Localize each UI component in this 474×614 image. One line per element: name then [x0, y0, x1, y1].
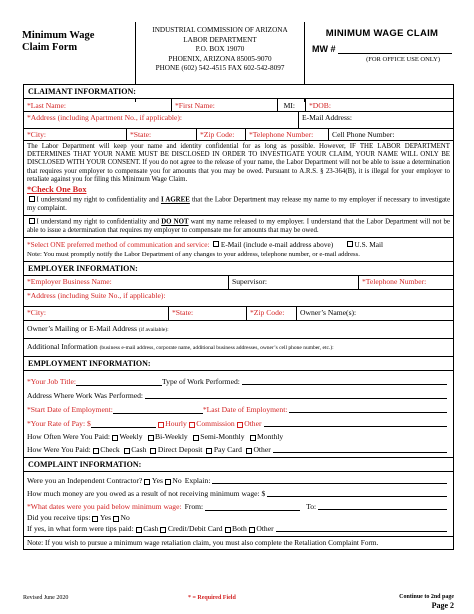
other-pay-option[interactable]: Other: [253, 445, 271, 455]
tips-form-label: If yes, in what form were tips paid:: [27, 524, 134, 534]
contractor-label: Were you an Independent Contractor?: [27, 476, 143, 486]
agency-department: LABOR DEPARTMENT: [183, 35, 257, 44]
mi-field[interactable]: MI:: [283, 100, 295, 110]
tips-no-option[interactable]: No: [120, 513, 130, 523]
pay-frequency-label: How Often Were You Paid:: [27, 432, 110, 442]
cash-option[interactable]: Cash: [131, 445, 147, 455]
employer-section-heading: EMPLOYER INFORMATION:: [24, 262, 453, 275]
owner-address-hint: (if available):: [138, 326, 169, 333]
dob-field[interactable]: *DOB:: [309, 100, 331, 110]
employment-section-heading: EMPLOYMENT INFORMATION:: [24, 357, 453, 370]
employer-telephone-field[interactable]: *Telephone Number:: [362, 277, 427, 287]
other-rate-option[interactable]: Other: [244, 419, 262, 429]
direct-deposit-option[interactable]: Direct Deposit: [157, 445, 203, 455]
tips-card-checkbox[interactable]: [160, 527, 166, 533]
continue-note: Continue to 2nd page: [399, 594, 454, 600]
tips-label: Did you receive tips:: [27, 513, 91, 523]
agree-checkbox[interactable]: [29, 196, 35, 202]
claimant-city-field[interactable]: *City:: [24, 129, 127, 141]
email-field[interactable]: E-Mail Address:: [302, 113, 352, 122]
job-title-line: [24, 374, 453, 388]
check-checkbox[interactable]: [93, 448, 99, 454]
start-date-input[interactable]: [113, 407, 203, 414]
revised-date: Revised June 2020: [23, 595, 69, 601]
mw-number-line: [312, 44, 452, 54]
agency-city: PHOENIX, ARIZONA 85005-9070: [168, 54, 272, 63]
additional-info-field[interactable]: [24, 340, 453, 354]
agency-phone: PHONE (602) 542-4515 FAX 602-542-8097: [155, 64, 285, 73]
contractor-line: [24, 474, 453, 487]
contact-mail-option[interactable]: U.S. Mail: [354, 239, 384, 249]
agree-text-post: that the Labor Department may release my name to my employer if necessary to investigate my complaint.: [27, 196, 451, 212]
complaint-section-heading: COMPLAINT INFORMATION:: [24, 458, 453, 471]
amount-owed-line: [24, 487, 453, 500]
hourly-checkbox[interactable]: [158, 422, 164, 428]
work-type-label: Type of Work Performed:: [162, 377, 240, 387]
underpaid-dates-line: [24, 500, 453, 513]
contact-pref-label: *Select ONE preferred method of communication and service:: [27, 239, 210, 249]
monthly-option[interactable]: Monthly: [257, 432, 284, 442]
employer-city-field[interactable]: *City:: [24, 307, 169, 320]
tips-cash-checkbox[interactable]: [136, 527, 142, 533]
tips-yes-option[interactable]: Yes: [99, 513, 112, 523]
claimant-zip-field[interactable]: *Zip Code:: [197, 129, 246, 141]
monthly-checkbox[interactable]: [250, 435, 256, 441]
mw-number-field[interactable]: [338, 45, 453, 54]
pay-method-line: [24, 443, 453, 456]
biweekly-checkbox[interactable]: [148, 435, 154, 441]
to-date-input[interactable]: [318, 503, 447, 510]
explain-input[interactable]: [212, 477, 447, 484]
check-option[interactable]: Check: [100, 445, 120, 455]
claim-form: [23, 84, 454, 550]
work-address-label: Address Where Work Was Performed:: [27, 391, 144, 401]
claimant-state-field[interactable]: *State:: [127, 129, 197, 141]
form-title-line2: Claim Form: [22, 42, 78, 53]
owner-address-label: Owner’s Mailing or E-Mail Address: [27, 323, 137, 333]
work-address-line: [24, 388, 453, 402]
disagree-bold: DO NOT: [161, 218, 189, 226]
agree-bold: I AGREE: [160, 196, 190, 204]
biweekly-option[interactable]: Bi-Weekly: [155, 432, 188, 442]
last-date-label: *Last Date of Employment:: [202, 405, 288, 415]
underpaid-dates-label: *What dates were you paid below minimum wage:: [27, 502, 182, 512]
claim-header: [312, 22, 452, 63]
page-info: [399, 594, 454, 610]
commission-option[interactable]: Commission: [196, 419, 235, 429]
amount-owed-input[interactable]: [267, 490, 447, 497]
tips-no-checkbox[interactable]: [113, 516, 119, 522]
from-label: From:: [184, 502, 204, 512]
to-label: To:: [306, 502, 317, 512]
weekly-option[interactable]: Weekly: [119, 432, 143, 442]
rate-line: [24, 416, 453, 430]
employer-state-field[interactable]: *State:: [169, 307, 247, 320]
contact-email-option[interactable]: E-Mail (include e-mail address above): [220, 239, 334, 249]
semimonthly-option[interactable]: Semi-Monthly: [200, 432, 245, 442]
first-name-field[interactable]: *First Name:: [172, 99, 278, 111]
supervisor-field[interactable]: Supervisor:: [229, 276, 359, 289]
agency-name: INDUSTRIAL COMMISSION OF ARIZONA: [152, 26, 288, 34]
agree-option[interactable]: [24, 194, 453, 215]
employment-dates-line: [24, 402, 453, 416]
additional-info-hint: (business e-mail address, corporate name, additional business addresses, owner’s cell phone number, etc.):: [99, 344, 334, 351]
cell-phone-field[interactable]: Cell Phone Number:: [332, 130, 395, 139]
pay-frequency-line: [24, 430, 453, 443]
page-number: Page 2: [431, 601, 454, 610]
contractor-no-checkbox[interactable]: [165, 479, 171, 485]
from-date-input[interactable]: [205, 504, 300, 511]
explain-label: Explain:: [184, 476, 211, 486]
tips-both-checkbox[interactable]: [225, 527, 231, 533]
required-field-legend: * = Required Field: [188, 595, 236, 601]
cash-checkbox[interactable]: [124, 448, 130, 454]
tips-other-input[interactable]: [276, 525, 447, 532]
semimonthly-checkbox[interactable]: [193, 435, 199, 441]
rate-input[interactable]: [91, 421, 156, 428]
other-pay-checkbox[interactable]: [246, 448, 252, 454]
pay-method-label: How Were You Paid:: [27, 445, 91, 455]
weekly-checkbox[interactable]: [112, 435, 118, 441]
tips-other-option[interactable]: Other: [256, 524, 274, 534]
contractor-yes-checkbox[interactable]: [144, 479, 150, 485]
disagree-checkbox[interactable]: [29, 218, 35, 224]
job-title-input[interactable]: [76, 379, 162, 386]
last-name-field[interactable]: *Last Name:: [24, 99, 172, 111]
form-title: [22, 30, 132, 54]
owners-field[interactable]: Owner’s Name(s):: [300, 308, 357, 318]
retaliation-note: Note: If you wish to pursue a minimum wage retaliation claim, you must also complete the Retaliation Complaint Form.: [27, 538, 379, 548]
tips-cash-option[interactable]: Cash: [143, 524, 159, 534]
contact-preference: [24, 238, 453, 250]
additional-info-label: Additional Information: [27, 341, 98, 351]
tips-card-option[interactable]: Credit/Debit Card: [167, 524, 223, 534]
employer-zip-field[interactable]: *Zip Code:: [247, 307, 297, 320]
disagree-text-post: want my name released to my employer. I understand that the Labor Department will not be able to issue a determination that requires my employer to compensate me for amounts that may be owed.: [27, 218, 450, 234]
claimant-address-field[interactable]: *Address (including Apartment No., if applicable):: [24, 112, 299, 128]
privacy-notice: The Labor Department will keep your name and identity confidential for as long as possible. However, IF THE LABOR DEPARTMENT DETERMINES THAT YOUR NAME MUST BE DISCLOSED IN ORDER TO INVESTIGATE YOUR CLAIM, YOUR NAME WILL ONLY BE DISCLOSED WITH YOUR CONSENT. If you do not agree to the release of your name, the Labor Department will not be able to issue a determination that requires your employer to compensate you for amounts that you may be owed. Pursuant to A.R.S. § 23-364(B), it is illegal for your employer to retaliate against you for filing this Minimum Wage Claim.: [27, 143, 450, 183]
pay-card-option[interactable]: Pay Card: [213, 445, 242, 455]
disagree-option[interactable]: [24, 216, 453, 237]
tips-line: [24, 513, 453, 524]
tips-form-line: [24, 524, 453, 535]
check-one-label: *Check One Box: [27, 185, 87, 195]
address-change-note: Note: You must promptly notify the Labor Department of any changes to your address, telephone number, or e-mail address.: [27, 251, 360, 259]
tips-yes-checkbox[interactable]: [92, 516, 98, 522]
direct-deposit-checkbox[interactable]: [150, 448, 156, 454]
work-type-input[interactable]: [242, 378, 447, 385]
last-date-input[interactable]: [289, 406, 447, 413]
email-checkbox[interactable]: [213, 241, 219, 247]
claimant-telephone-field[interactable]: *Telephone Number:: [246, 129, 329, 141]
job-title-label: *Your Job Title:: [27, 377, 77, 387]
tips-both-option[interactable]: Both: [232, 524, 247, 534]
pay-card-checkbox[interactable]: [206, 448, 212, 454]
hourly-option[interactable]: Hourly: [165, 419, 187, 429]
form-title-line1: Minimum Wage: [22, 30, 95, 41]
start-date-label: *Start Date of Employment:: [27, 405, 113, 415]
amount-owed-label: How much money are you owed as a result of not receiving minimum wage: $: [27, 489, 266, 499]
agency-pobox: P.O. BOX 19070: [195, 45, 245, 54]
other-rate-input[interactable]: [264, 420, 448, 427]
office-use-label: (FOR OFFICE USE ONLY): [366, 56, 440, 63]
disagree-text-pre: I understand my right to confidentiality and: [36, 218, 162, 226]
contractor-no-option[interactable]: No: [172, 476, 182, 486]
claim-title: MINIMUM WAGE CLAIM: [325, 28, 439, 39]
mail-checkbox[interactable]: [347, 241, 353, 247]
other-pay-input[interactable]: [273, 446, 447, 453]
mw-label: MW #: [312, 44, 336, 54]
agree-text-pre: I understand my right to confidentiality and: [36, 196, 161, 204]
owner-address-field[interactable]: [24, 322, 453, 336]
other-rate-checkbox[interactable]: [237, 422, 243, 428]
employer-name-field[interactable]: *Employer Business Name:: [24, 276, 229, 289]
employer-address-field[interactable]: *Address (including Suite No., if applicable):: [27, 291, 166, 301]
rate-label: *Your Rate of Pay: $: [27, 419, 91, 429]
commission-checkbox[interactable]: [189, 422, 195, 428]
work-address-input[interactable]: [145, 392, 447, 399]
tips-other-checkbox[interactable]: [249, 527, 255, 533]
contractor-yes-option[interactable]: Yes: [151, 476, 163, 486]
claimant-section-heading: CLAIMANT INFORMATION:: [24, 85, 453, 98]
